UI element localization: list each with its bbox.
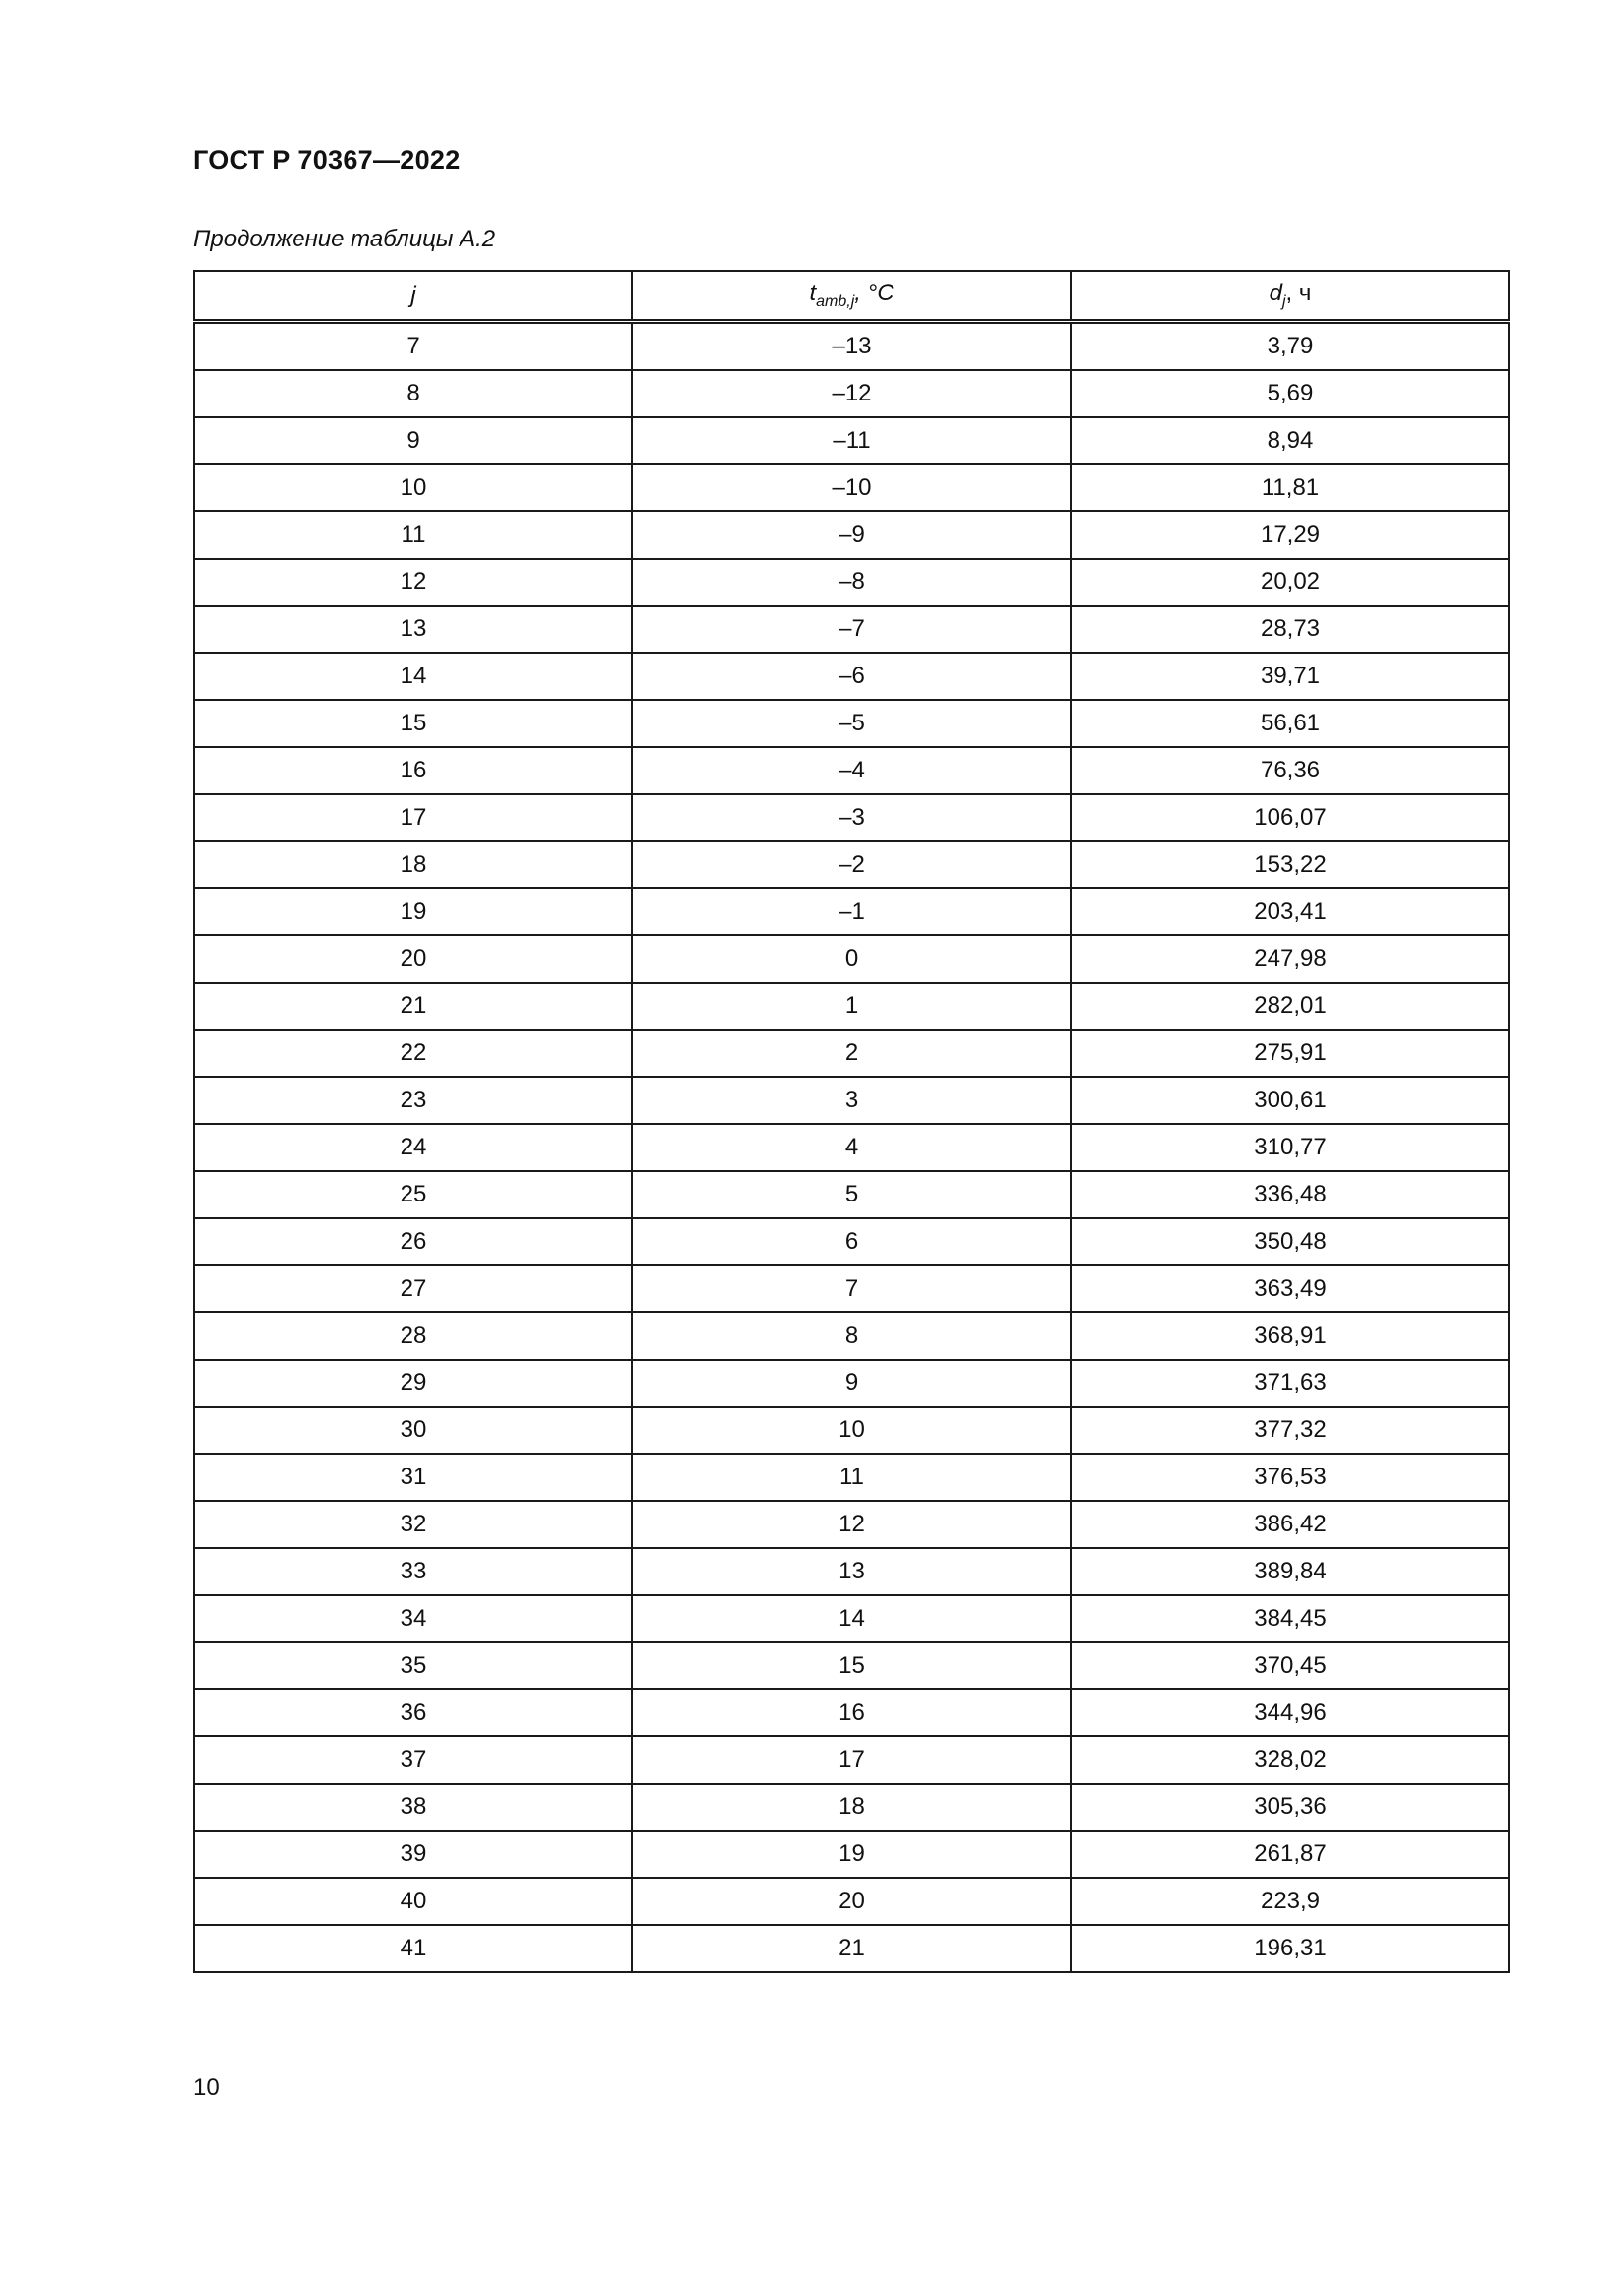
cell-temperature: –4 (632, 747, 1071, 794)
cell-hours: 11,81 (1071, 464, 1509, 511)
cell-temperature: 6 (632, 1218, 1071, 1265)
table-row (194, 606, 1509, 653)
cell-temperature: 9 (632, 1360, 1071, 1407)
table-row (194, 1265, 1509, 1312)
table-row (194, 983, 1509, 1030)
cell-hours: 106,07 (1071, 794, 1509, 841)
cell-temperature: 1 (632, 983, 1071, 1030)
page-number: 10 (193, 2074, 220, 2101)
table-row (194, 1454, 1509, 1501)
cell-hours: 17,29 (1071, 511, 1509, 559)
table-row (194, 1171, 1509, 1218)
cell-hours: 310,77 (1071, 1124, 1509, 1171)
hours-symbol: d (1269, 280, 1282, 307)
cell-hours: 5,69 (1071, 370, 1509, 417)
cell-temperature: 13 (632, 1548, 1071, 1595)
cell-hours: 305,36 (1071, 1784, 1509, 1831)
cell-hours: 344,96 (1071, 1689, 1509, 1736)
cell-j: 9 (194, 417, 632, 464)
cell-temperature: 10 (632, 1407, 1071, 1454)
table-row (194, 1077, 1509, 1124)
cell-temperature: –1 (632, 888, 1071, 935)
cell-j: 34 (194, 1595, 632, 1642)
cell-hours: 39,71 (1071, 653, 1509, 700)
cell-j: 15 (194, 700, 632, 747)
cell-hours: 350,48 (1071, 1218, 1509, 1265)
cell-temperature: 7 (632, 1265, 1071, 1312)
cell-temperature: 14 (632, 1595, 1071, 1642)
table-row (194, 841, 1509, 888)
cell-hours: 300,61 (1071, 1077, 1509, 1124)
cell-j: 38 (194, 1784, 632, 1831)
cell-hours: 275,91 (1071, 1030, 1509, 1077)
cell-hours: 3,79 (1071, 322, 1509, 371)
cell-j: 22 (194, 1030, 632, 1077)
cell-j: 29 (194, 1360, 632, 1407)
cell-j: 20 (194, 935, 632, 983)
cell-hours: 196,31 (1071, 1925, 1509, 1972)
cell-hours: 8,94 (1071, 417, 1509, 464)
cell-temperature: 5 (632, 1171, 1071, 1218)
temperature-unit: , °C (854, 280, 894, 307)
cell-temperature: –2 (632, 841, 1071, 888)
table-row (194, 322, 1509, 371)
hours-unit: , ч (1285, 280, 1312, 307)
cell-temperature: –5 (632, 700, 1071, 747)
table-row (194, 1595, 1509, 1642)
table-row (194, 559, 1509, 606)
cell-hours: 376,53 (1071, 1454, 1509, 1501)
cell-j: 19 (194, 888, 632, 935)
table-row (194, 700, 1509, 747)
cell-hours: 389,84 (1071, 1548, 1509, 1595)
cell-j: 13 (194, 606, 632, 653)
cell-j: 17 (194, 794, 632, 841)
cell-j: 24 (194, 1124, 632, 1171)
cell-temperature: –3 (632, 794, 1071, 841)
table-row (194, 1925, 1509, 1972)
cell-temperature: 8 (632, 1312, 1071, 1360)
cell-temperature: 16 (632, 1689, 1071, 1736)
cell-hours: 20,02 (1071, 559, 1509, 606)
cell-j: 23 (194, 1077, 632, 1124)
column-header-hours (1071, 271, 1509, 322)
table-row (194, 1312, 1509, 1360)
cell-temperature: –13 (632, 322, 1071, 371)
cell-hours: 368,91 (1071, 1312, 1509, 1360)
cell-temperature: –9 (632, 511, 1071, 559)
cell-hours: 363,49 (1071, 1265, 1509, 1312)
cell-hours: 223,9 (1071, 1878, 1509, 1925)
temperature-symbol: t (809, 280, 817, 307)
cell-j: 12 (194, 559, 632, 606)
cell-hours: 28,73 (1071, 606, 1509, 653)
table-row (194, 1360, 1509, 1407)
table-row (194, 417, 1509, 464)
table-row (194, 1124, 1509, 1171)
cell-hours: 386,42 (1071, 1501, 1509, 1548)
cell-j: 8 (194, 370, 632, 417)
cell-temperature: 3 (632, 1077, 1071, 1124)
cell-hours: 282,01 (1071, 983, 1509, 1030)
cell-temperature: –8 (632, 559, 1071, 606)
table-caption: Продолжение таблицы А.2 (193, 226, 496, 252)
cell-hours: 328,02 (1071, 1736, 1509, 1784)
cell-hours: 371,63 (1071, 1360, 1509, 1407)
cell-j: 11 (194, 511, 632, 559)
cell-j: 28 (194, 1312, 632, 1360)
cell-j: 36 (194, 1689, 632, 1736)
cell-temperature: 2 (632, 1030, 1071, 1077)
cell-hours: 377,32 (1071, 1407, 1509, 1454)
cell-j: 33 (194, 1548, 632, 1595)
table-row (194, 1030, 1509, 1077)
cell-hours: 261,87 (1071, 1831, 1509, 1878)
cell-temperature: –7 (632, 606, 1071, 653)
cell-temperature: 20 (632, 1878, 1071, 1925)
cell-temperature: –10 (632, 464, 1071, 511)
cell-hours: 203,41 (1071, 888, 1509, 935)
cell-j: 32 (194, 1501, 632, 1548)
table-row (194, 1878, 1509, 1925)
cell-temperature: 21 (632, 1925, 1071, 1972)
document-code: ГОСТ Р 70367—2022 (193, 145, 460, 175)
table-row (194, 888, 1509, 935)
table-row (194, 747, 1509, 794)
cell-temperature: 19 (632, 1831, 1071, 1878)
cell-j: 26 (194, 1218, 632, 1265)
table-row (194, 464, 1509, 511)
cell-temperature: 11 (632, 1454, 1071, 1501)
cell-j: 16 (194, 747, 632, 794)
cell-hours: 153,22 (1071, 841, 1509, 888)
cell-j: 37 (194, 1736, 632, 1784)
cell-j: 14 (194, 653, 632, 700)
table-row (194, 511, 1509, 559)
hours-subscript: j (1281, 293, 1286, 310)
cell-j: 25 (194, 1171, 632, 1218)
cell-j: 40 (194, 1878, 632, 1925)
cell-j: 18 (194, 841, 632, 888)
cell-j: 35 (194, 1642, 632, 1689)
table-row (194, 370, 1509, 417)
cell-temperature: 12 (632, 1501, 1071, 1548)
cell-temperature: 0 (632, 935, 1071, 983)
cell-temperature: 15 (632, 1642, 1071, 1689)
cell-temperature: 18 (632, 1784, 1071, 1831)
table-row (194, 1501, 1509, 1548)
cell-j: 7 (194, 322, 632, 371)
cell-j: 30 (194, 1407, 632, 1454)
cell-j: 39 (194, 1831, 632, 1878)
table-row (194, 1407, 1509, 1454)
table-row (194, 1736, 1509, 1784)
cell-temperature: –12 (632, 370, 1071, 417)
cell-temperature: 17 (632, 1736, 1071, 1784)
temperature-subscript: amb,j (816, 293, 855, 310)
cell-hours: 336,48 (1071, 1171, 1509, 1218)
cell-j: 10 (194, 464, 632, 511)
cell-hours: 384,45 (1071, 1595, 1509, 1642)
cell-temperature: –6 (632, 653, 1071, 700)
cell-j: 41 (194, 1925, 632, 1972)
data-table (193, 270, 1510, 1973)
cell-temperature: –11 (632, 417, 1071, 464)
cell-j: 27 (194, 1265, 632, 1312)
table-row (194, 794, 1509, 841)
table-row (194, 1548, 1509, 1595)
table-row (194, 1689, 1509, 1736)
table-row (194, 1831, 1509, 1878)
table-row (194, 1642, 1509, 1689)
cell-hours: 76,36 (1071, 747, 1509, 794)
cell-hours: 56,61 (1071, 700, 1509, 747)
cell-j: 21 (194, 983, 632, 1030)
column-header-temperature (632, 271, 1071, 322)
table-row (194, 1218, 1509, 1265)
table-row (194, 653, 1509, 700)
table-body (194, 322, 1509, 1973)
cell-hours: 247,98 (1071, 935, 1509, 983)
column-header-j: j (194, 271, 632, 322)
table-row (194, 935, 1509, 983)
table-row (194, 1784, 1509, 1831)
table-header-row (194, 271, 1509, 322)
cell-j: 31 (194, 1454, 632, 1501)
cell-hours: 370,45 (1071, 1642, 1509, 1689)
cell-temperature: 4 (632, 1124, 1071, 1171)
